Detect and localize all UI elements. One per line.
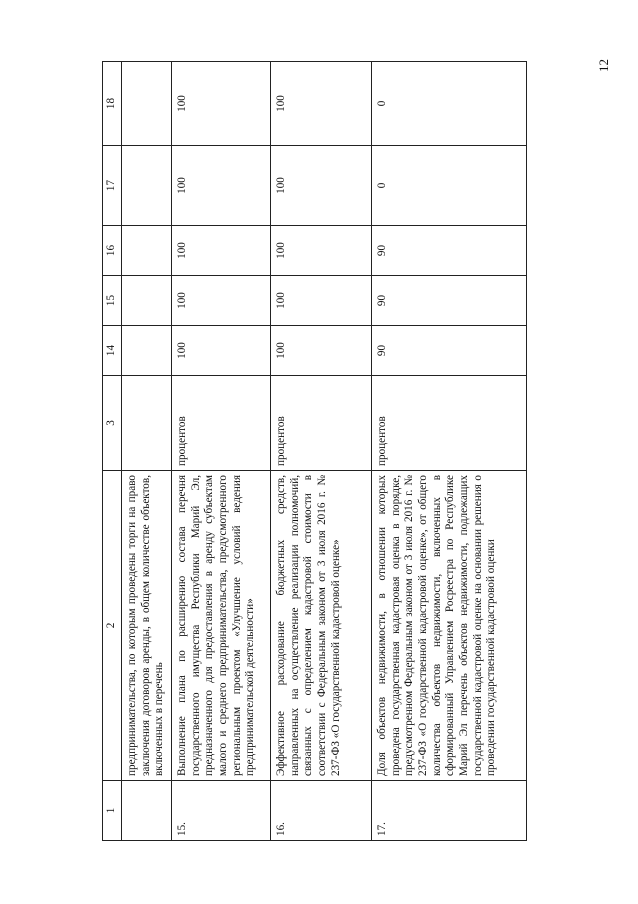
page-number: 12 (596, 59, 611, 72)
indicator-description: Выполнение плана по расширению состава перечня государственного имущества Республики Марий Эл, предназначенного для предоставления в аренду субъектам малого и среднего предпринимательства, предусмотренного региональным проектом «Улучшение условий ведения предпринимательской деятельности» (171, 471, 270, 781)
indicators-table (102, 61, 527, 841)
header-cell: 17 (103, 146, 122, 226)
value-col-14: 100 (270, 326, 371, 376)
row-number: 16. (270, 781, 371, 841)
row-number: 17. (371, 781, 526, 841)
value-col-17: 100 (270, 146, 371, 226)
value-col-18: 100 (270, 62, 371, 146)
header-cell: 1 (103, 781, 122, 841)
header-cell: 14 (103, 326, 122, 376)
value-col-14: 90 (371, 326, 526, 376)
value-col-15 (122, 276, 172, 326)
indicators-table-rotated (102, 62, 526, 841)
header-cell: 18 (103, 62, 122, 146)
row-number: 15. (171, 781, 270, 841)
value-col-18: 100 (171, 62, 270, 146)
value-col-15: 100 (171, 276, 270, 326)
header-cell: 3 (103, 376, 122, 471)
header-row (103, 62, 122, 841)
value-col-18 (122, 62, 172, 146)
value-col-14 (122, 326, 172, 376)
value-col-15: 100 (270, 276, 371, 326)
unit-cell: процентов (171, 376, 270, 471)
value-col-16: 90 (371, 226, 526, 276)
header-cell: 16 (103, 226, 122, 276)
indicator-description: Эффективное расходование бюджетных средств, направленных на осуществление реализации полномочий, связанных с определением кадастровой стоимости в соответствии с Федеральным законом от 3 июля 2016 г. № 237-ФЗ «О государственной кадастровой оценке» (270, 471, 371, 781)
table-row (270, 62, 371, 841)
table-row (122, 62, 172, 841)
value-col-17 (122, 146, 172, 226)
value-col-14: 100 (171, 326, 270, 376)
value-col-15: 90 (371, 276, 526, 326)
unit-cell: процентов (270, 376, 371, 471)
indicator-description: предпринимательства, по которым проведены торги на право заключения договоров аренды, в общем количестве объектов, включенных в перечень (122, 471, 172, 781)
row-number (122, 781, 172, 841)
unit-cell (122, 376, 172, 471)
value-col-16 (122, 226, 172, 276)
table-row (371, 62, 526, 841)
value-col-16: 100 (171, 226, 270, 276)
indicator-description: Доля объектов недвижимости, в отношении которых проведена государственная кадастровая оценка в порядке, предусмотренном Федеральным законом от 3 июля 2016 г. № 237-ФЗ «О государственной кадастровой оценке», от общего количества объектов недвижимости, включенных в сформированный Управлением Росреестра по Республике Марий Эл перечень объектов недвижимости, подлежащих государственной кадастровой оценке на основании решения о проведении государственной кадастровой оценки (371, 471, 526, 781)
header-cell: 15 (103, 276, 122, 326)
value-col-17: 100 (171, 146, 270, 226)
value-col-17: 0 (371, 146, 526, 226)
header-cell: 2 (103, 471, 122, 781)
unit-cell: процентов (371, 376, 526, 471)
value-col-18: 0 (371, 62, 526, 146)
table-row (171, 62, 270, 841)
value-col-16: 100 (270, 226, 371, 276)
